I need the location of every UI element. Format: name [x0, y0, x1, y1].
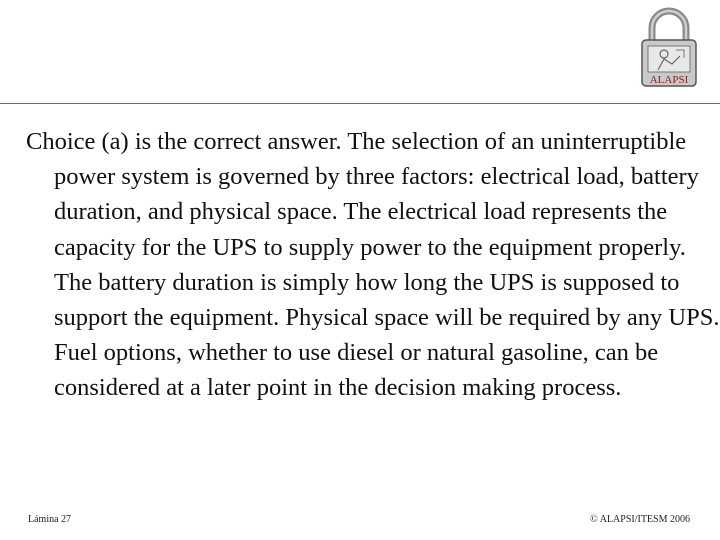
answer-explanation-text: Choice (a) is the correct answer. The selection of an uninterruptible power system is governed by three factors: electrical load, battery duration, and physical space. The electrical load represents the capacity for the UPS to supply power to the equipment properly. The battery duration is simply how long the UPS is supposed to support the equipment. Physical space will be required by any UPS. Fuel options, whether to use diesel or natural gasoline, can be considered at a later point in the decision making process.	[26, 128, 720, 402]
slide-number: Lámina 27	[28, 514, 72, 525]
copyright-notice: © ALAPSI/ITESM 2006	[590, 514, 690, 525]
header-divider	[0, 103, 720, 104]
logo-lettering: ALAPSI	[649, 74, 689, 86]
padlock-logo-icon	[636, 6, 702, 90]
